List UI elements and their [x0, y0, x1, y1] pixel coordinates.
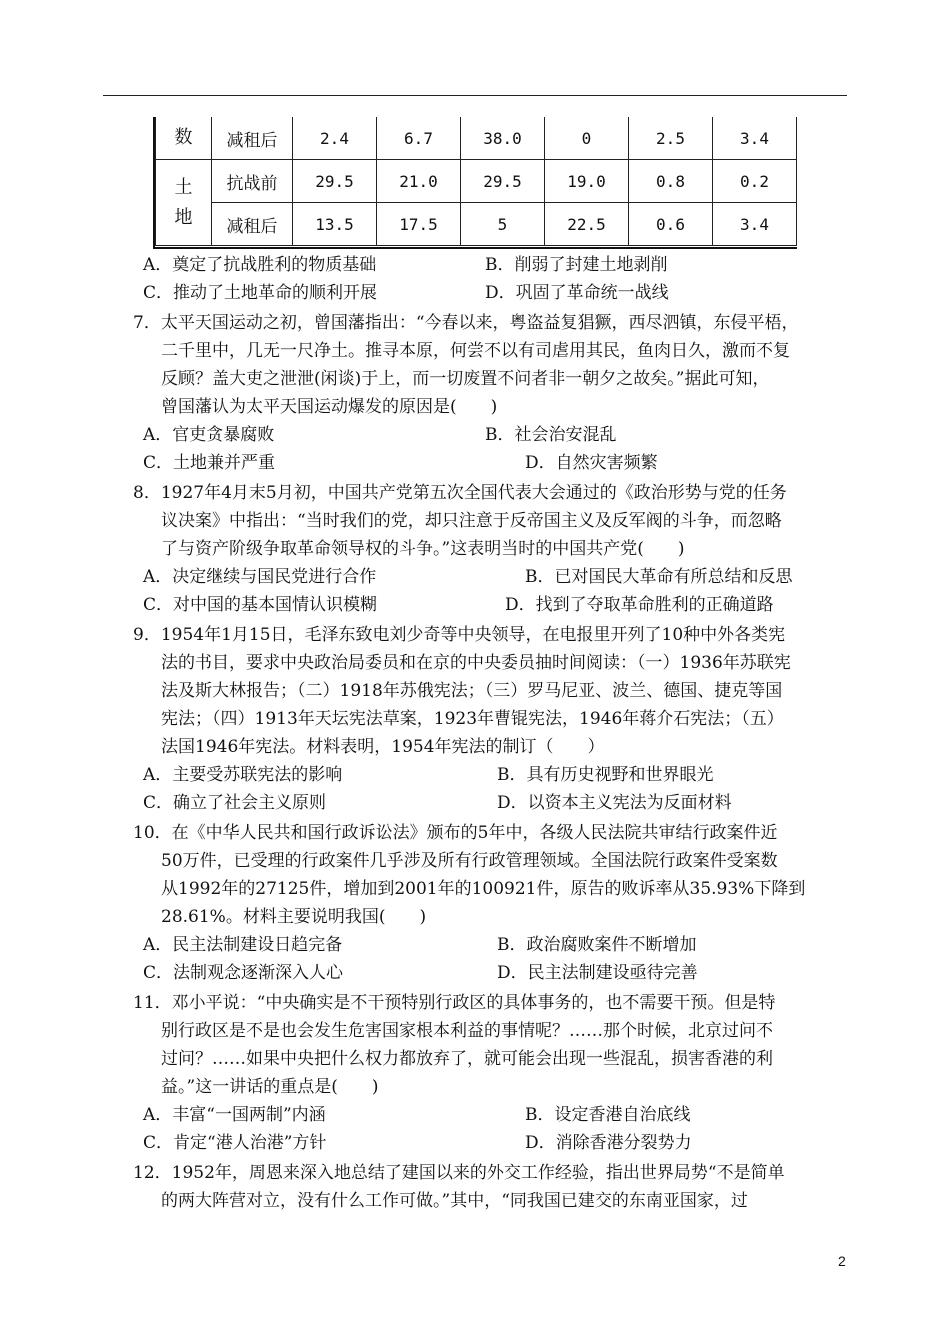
- table-value-cell: 22.5: [545, 203, 629, 246]
- q6-option-d: D．巩固了革命统一战线: [485, 283, 669, 303]
- q10-line-3: 从1992年的27125件，增加到2001年的100921件，原告的败诉率从35.93%下降到: [161, 879, 806, 899]
- q8-option-b: B．已对国民大革命有所总结和反思: [525, 567, 793, 587]
- table-value-cell: 3.4: [713, 203, 797, 246]
- table-value-cell: 0: [545, 117, 629, 160]
- q9-option-c: C．确立了社会主义原则: [143, 793, 327, 813]
- table-value-cell: 19.0: [545, 160, 629, 203]
- table-value-cell: 2.5: [629, 117, 713, 160]
- q11-line-3: 过问？……如果中央把什么权力都放弃了，就可能会出现一些混乱，损害香港的利: [161, 1049, 773, 1069]
- q7-option-c: C．土地兼并严重: [143, 453, 276, 473]
- land-label-2: 地: [174, 206, 193, 228]
- q9-option-a: A．主要受苏联宪法的影响: [143, 765, 343, 785]
- table-value-cell: 3.4: [713, 117, 797, 160]
- q9-line-2: 法的书目，要求中央政治局委员和在京的中央委员抽时间阅读：（一）1936年苏联宪: [161, 653, 791, 673]
- q8-line-3: 了与资产阶级争取革命领导权的斗争。”这表明当时的中国共产党( ): [161, 539, 685, 559]
- q6-option-a: A．奠定了抗战胜利的物质基础: [143, 255, 377, 275]
- q7-line-4: 曾国藩认为太平天国运动爆发的原因是( ): [161, 397, 498, 417]
- q9-line-3: 法及斯大林报告；（二）1918年苏俄宪法；（三）罗马尼亚、波兰、德国、捷克等国: [161, 681, 783, 701]
- q9-option-b: B．具有历史视野和世界眼光: [497, 765, 714, 785]
- q7-option-b: B．社会治安混乱: [485, 425, 617, 445]
- q7-option-d: D．自然灾害频繁: [525, 453, 658, 473]
- table-value-cell: 29.5: [461, 160, 545, 203]
- q11-line-4: 益。”这一讲话的重点是( ): [161, 1077, 379, 1097]
- q11-option-b: B．设定香港自治底线: [525, 1105, 691, 1125]
- table-value-cell: 0.8: [629, 160, 713, 203]
- q11-option-a: A．丰富“一国两制”内涵: [143, 1105, 326, 1125]
- q9-line-1: 9．1954年1月15日，毛泽东致电刘少奇等中央领导，在电报里开列了10种中外各类宪: [133, 625, 786, 645]
- table-value-cell: 2.4: [293, 117, 377, 160]
- q10-line-4: 28.61%。材料主要说明我国( ): [161, 907, 427, 927]
- table-value-cell: 21.0: [377, 160, 461, 203]
- table-sub-cell: 减租后: [212, 203, 293, 246]
- table-cat-cell-land: [156, 160, 212, 246]
- table-row: [156, 117, 797, 160]
- q7-line-3: 反顾？盖大吏之泄泄(闲谈)于上，而一切废置不问者非一朝夕之故矣。”据此可知，: [161, 369, 770, 389]
- table-sub-cell: 减租后: [212, 117, 293, 160]
- table-value-cell: 13.5: [293, 203, 377, 246]
- q8-option-c: C．对中国的基本国情认识模糊: [143, 595, 378, 615]
- q6-option-b: B．削弱了封建土地剥削: [485, 255, 668, 275]
- q12-line-1: 12．1952年，周恩来深入地总结了建国以来的外交工作经验，指出世界局势“不是简单: [133, 1163, 785, 1183]
- land-label-1: 土: [174, 176, 193, 198]
- table-row: [156, 160, 797, 203]
- q11-line-1: 11．邓小平说：“中央确实是不干预特别行政区的具体事务的，也不需要干预。但是特: [133, 993, 776, 1013]
- q10-option-b: B．政治腐败案件不断增加: [497, 935, 697, 955]
- q6-option-c: C．推动了土地革命的顺利开展: [143, 283, 378, 303]
- table-value-cell: 29.5: [293, 160, 377, 203]
- table-sub-cell: 抗战前: [212, 160, 293, 203]
- table-value-cell: 6.7: [377, 117, 461, 160]
- table-value-cell: 0.2: [713, 160, 797, 203]
- q7-option-a: A．官吏贪暴腐败: [143, 425, 275, 445]
- q8-option-a: A．决定继续与国民党进行合作: [143, 567, 377, 587]
- q8-line-1: 8．1927年4月末5月初，中国共产党第五次全国代表大会通过的《政治形势与党的任务: [133, 483, 787, 503]
- q7-line-2: 二千里中，几无一尺净土。推寻本原，何尝不以有司虐用其民，鱼肉日久，激而不复: [161, 341, 790, 361]
- q11-option-d: D．消除香港分裂势力: [525, 1133, 692, 1153]
- q10-option-d: D．民主法制建设亟待完善: [497, 963, 698, 983]
- q8-option-d: D．找到了夺取革命胜利的正确道路: [505, 595, 774, 615]
- q9-line-5: 法国1946年宪法。材料表明，1954年宪法的制订（ ）: [161, 737, 605, 757]
- q11-line-2: 别行政区是不是也会发生危害国家根本利益的事情呢？……那个时候，北京过问不: [161, 1021, 773, 1041]
- table-value-cell: 38.0: [461, 117, 545, 160]
- table-value-cell: 5: [461, 203, 545, 246]
- q11-option-c: C．肯定“港人治港”方针: [143, 1133, 327, 1153]
- q8-line-2: 议决案》中指出：“当时我们的党，却只注意于反帝国主义及反军阀的斗争，而忽略: [161, 511, 782, 531]
- q12-line-2: 的两大阵营对立，没有什么工作可做。”其中，“同我国已建交的东南亚国家，过: [161, 1191, 748, 1211]
- q9-option-d: D．以资本主义宪法为反面材料: [497, 793, 732, 813]
- table-row: [156, 203, 797, 246]
- q10-line-2: 50万件，已受理的行政案件几乎涉及所有行政管理领域。全国法院行政案件受案数: [161, 851, 778, 871]
- table-value-cell: 17.5: [377, 203, 461, 246]
- table-cat-cell: 数: [156, 117, 212, 160]
- q9-line-4: 宪法；（四）1913年天坛宪法草案，1923年曹锟宪法，1946年蒋介石宪法；（五）: [161, 709, 784, 729]
- q7-line-1: 7．太平天国运动之初，曾国藩指出：“今春以来，粤盗益复猖獗，西尽泗镇，东侵平梧，: [133, 313, 799, 333]
- q10-option-c: C．法制观念逐渐深入人心: [143, 963, 344, 983]
- table-value-cell: 0.6: [629, 203, 713, 246]
- q10-line-1: 10．在《中华人民共和国行政诉讼法》颁布的5年中，各级人民法院共审结行政案件近: [133, 823, 778, 843]
- q10-option-a: A．民主法制建设日趋完备: [143, 935, 343, 955]
- data-table: [155, 117, 797, 246]
- header-rule: [103, 95, 847, 96]
- page-number: 2: [838, 1253, 846, 1269]
